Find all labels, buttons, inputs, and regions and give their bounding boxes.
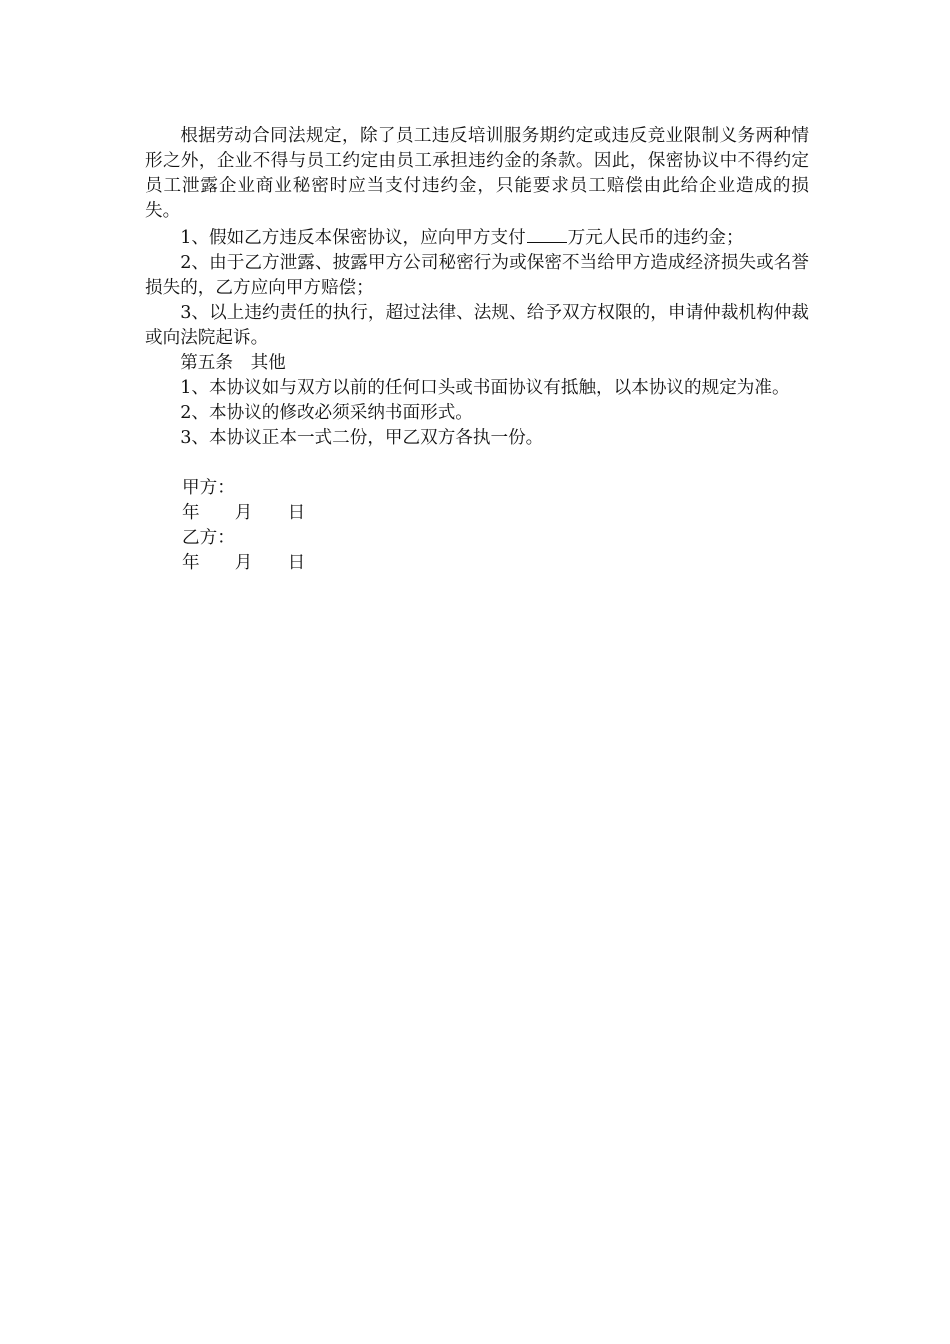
clause-item-1-after: 万元人民币的违约金； bbox=[567, 228, 744, 248]
clause-item-2: 2、由于乙方泄露、披露甲方公司秘密行为或保密不当给甲方造成经济损失或名誉损失的，乙方应向甲方赔偿； bbox=[145, 253, 809, 298]
intro-paragraph: 根据劳动合同法规定，除了员工违反培训服务期约定或违反竞业限制义务两种情形之外，企业不得与员工约定由员工承担违约金的条款。因此，保密协议中不得约定员工泄露企业商业秘密时应当支付违约金，只能要求员工赔偿由此给企业造成的损失。 bbox=[145, 126, 809, 221]
spacer bbox=[145, 451, 809, 476]
party-a-label: 甲方： bbox=[182, 478, 235, 498]
clause-item-1-before: 1、假如乙方违反本保密协议，应向甲方支付 bbox=[180, 228, 526, 248]
clause-item-1 bbox=[145, 224, 809, 251]
article-5-title: 第五条 其他 bbox=[180, 353, 286, 373]
document-page bbox=[145, 124, 809, 576]
party-b-date: 年 月 日 bbox=[182, 553, 306, 573]
amount-blank bbox=[527, 224, 567, 243]
article-5-item-2: 2、本协议的修改必须采纳书面形式。 bbox=[180, 403, 473, 423]
article-5-item-1: 1、本协议如与双方以前的任何口头或书面协议有抵触，以本协议的规定为准。 bbox=[180, 378, 790, 398]
clause-item-3: 3、以上违约责任的执行，超过法律、法规、给予双方权限的，申请仲裁机构仲裁或向法院起诉。 bbox=[145, 303, 809, 348]
party-a-date: 年 月 日 bbox=[182, 503, 306, 523]
party-b-label: 乙方： bbox=[182, 528, 235, 548]
article-5-item-3: 3、本协议正本一式二份，甲乙双方各执一份。 bbox=[180, 428, 544, 448]
